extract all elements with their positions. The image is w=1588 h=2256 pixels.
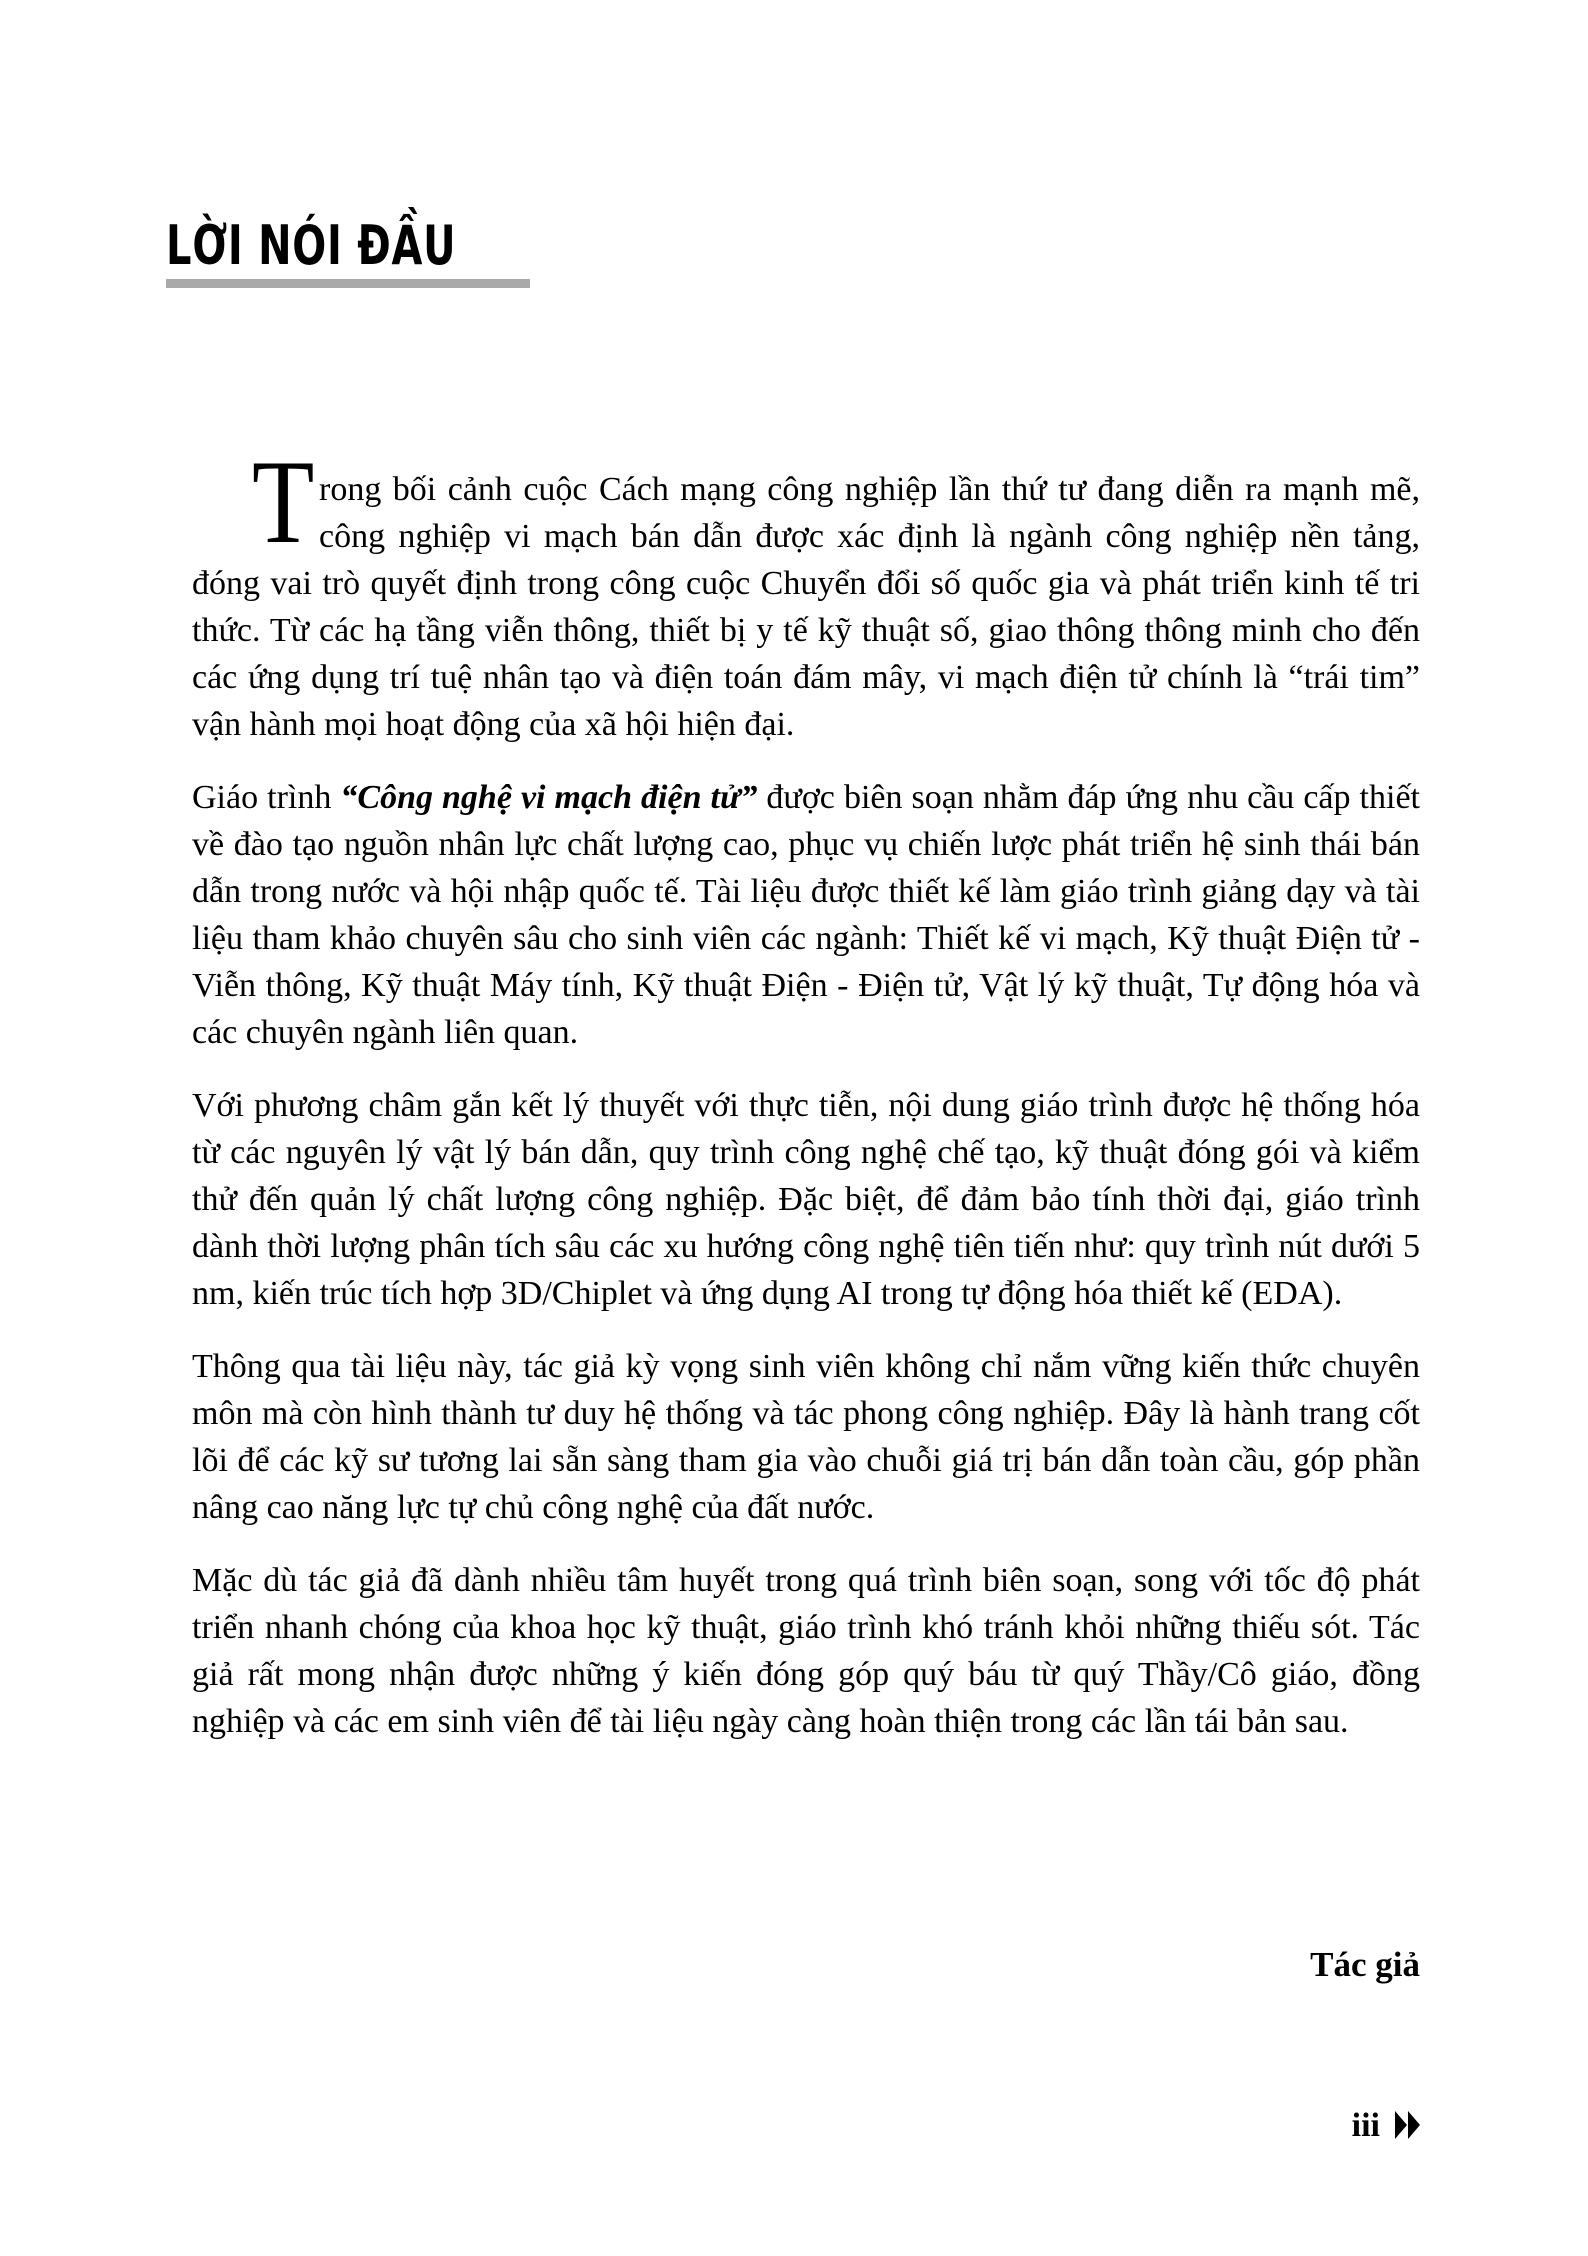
paragraph-text: được biên soạn nhằm đáp ứng nhu cầu cấp thiết về đào tạo nguồn nhân lực chất lượng cao, phục vụ chiến lược phát triển hệ sinh thái bán dẫn trong nước và hội nhập quốc tế. Tài liệu được thiết kế làm giáo trình giảng dạy và tài liệu tham khảo chuyên sâu cho sinh viên các ngành: Thiết kế vi mạch, Kỹ thuật Điện tử - Viễn thông, Kỹ thuật Máy tính, Kỹ thuật Điện - Điện tử, Vật lý kỹ thuật, Tự động hóa và các chuyên ngành liên quan. xyxy=(192,779,1420,1051)
paragraph xyxy=(192,1557,1420,1745)
paragraph xyxy=(192,774,1420,1056)
paragraph-text: rong bối cảnh cuộc Cách mạng công nghiệp lần thứ tư đang diễn ra mạnh mẽ, công nghiệp vi mạch bán dẫn được xác định là ngành công nghiệp nền tảng, đóng vai trò quyết định trong công cuộc Chuyển đổi số quốc gia và phát triển kinh tế tri thức. Từ các hạ tầng viễn thông, thiết bị y tế kỹ thuật số, giao thông thông minh cho đến các ứng dụng trí tuệ nhân tạo và điện toán đám mây, vi mạch điện tử chính là “trái tim” vận hành mọi hoạt động của xã hội hiện đại. xyxy=(192,471,1420,743)
title-underline-bar xyxy=(166,279,530,288)
page-number: iii xyxy=(1351,2107,1380,2144)
page-footer xyxy=(192,2106,1420,2149)
paragraph-text: Mặc dù tác giả đã dành nhiều tâm huyết trong quá trình biên soạn, song với tốc độ phát triển nhanh chóng của khoa học kỹ thuật, giáo trình khó tránh khỏi những thiếu sót. Tác giả rất mong nhận được những ý kiến đóng góp quý báu từ quý Thầy/Cô giáo, đồng nghiệp và các em sinh viên để tài liệu ngày càng hoàn thiện trong các lần tái bản sau. xyxy=(192,1562,1420,1740)
paragraph xyxy=(192,1082,1420,1317)
paragraph-text: Thông qua tài liệu này, tác giả kỳ vọng sinh viên không chỉ nắm vững kiến thức chuyên môn mà còn hình thành tư duy hệ thống và tác phong công nghiệp. Đây là hành trang cốt lõi để các kỹ sư tương lai sẵn sàng tham gia vào chuỗi giá trị bán dẫn toàn cầu, góp phần nâng cao năng lực tự chủ công nghệ của đất nước. xyxy=(192,1348,1420,1526)
drop-cap: T xyxy=(252,435,315,568)
paragraph xyxy=(192,435,1420,748)
paragraph-text: “Công nghệ vi mạch điện tử” xyxy=(340,779,758,816)
paragraph-text: Giáo trình xyxy=(192,779,341,816)
author-signature: Tác giả xyxy=(1310,1945,1420,1984)
page-title: LỜI NÓI ĐẦU xyxy=(166,214,457,277)
paragraph-text: Với phương châm gắn kết lý thuyết với thực tiễn, nội dung giáo trình được hệ thống hóa từ các nguyên lý vật lý bán dẫn, quy trình công nghệ chế tạo, kỹ thuật đóng gói và kiểm thử đến quản lý chất lượng công nghiệp. Đặc biệt, để đảm bảo tính thời đại, giáo trình dành thời lượng phân tích sâu các xu hướng công nghệ tiên tiến như: quy trình nút dưới 5 nm, kiến trúc tích hợp 3D/Chiplet và ứng dụng AI trong tự động hóa thiết kế (EDA). xyxy=(192,1087,1420,1312)
preface-body xyxy=(192,435,1420,1771)
paragraph xyxy=(192,1343,1420,1531)
fast-forward-icon xyxy=(1395,2109,1420,2149)
